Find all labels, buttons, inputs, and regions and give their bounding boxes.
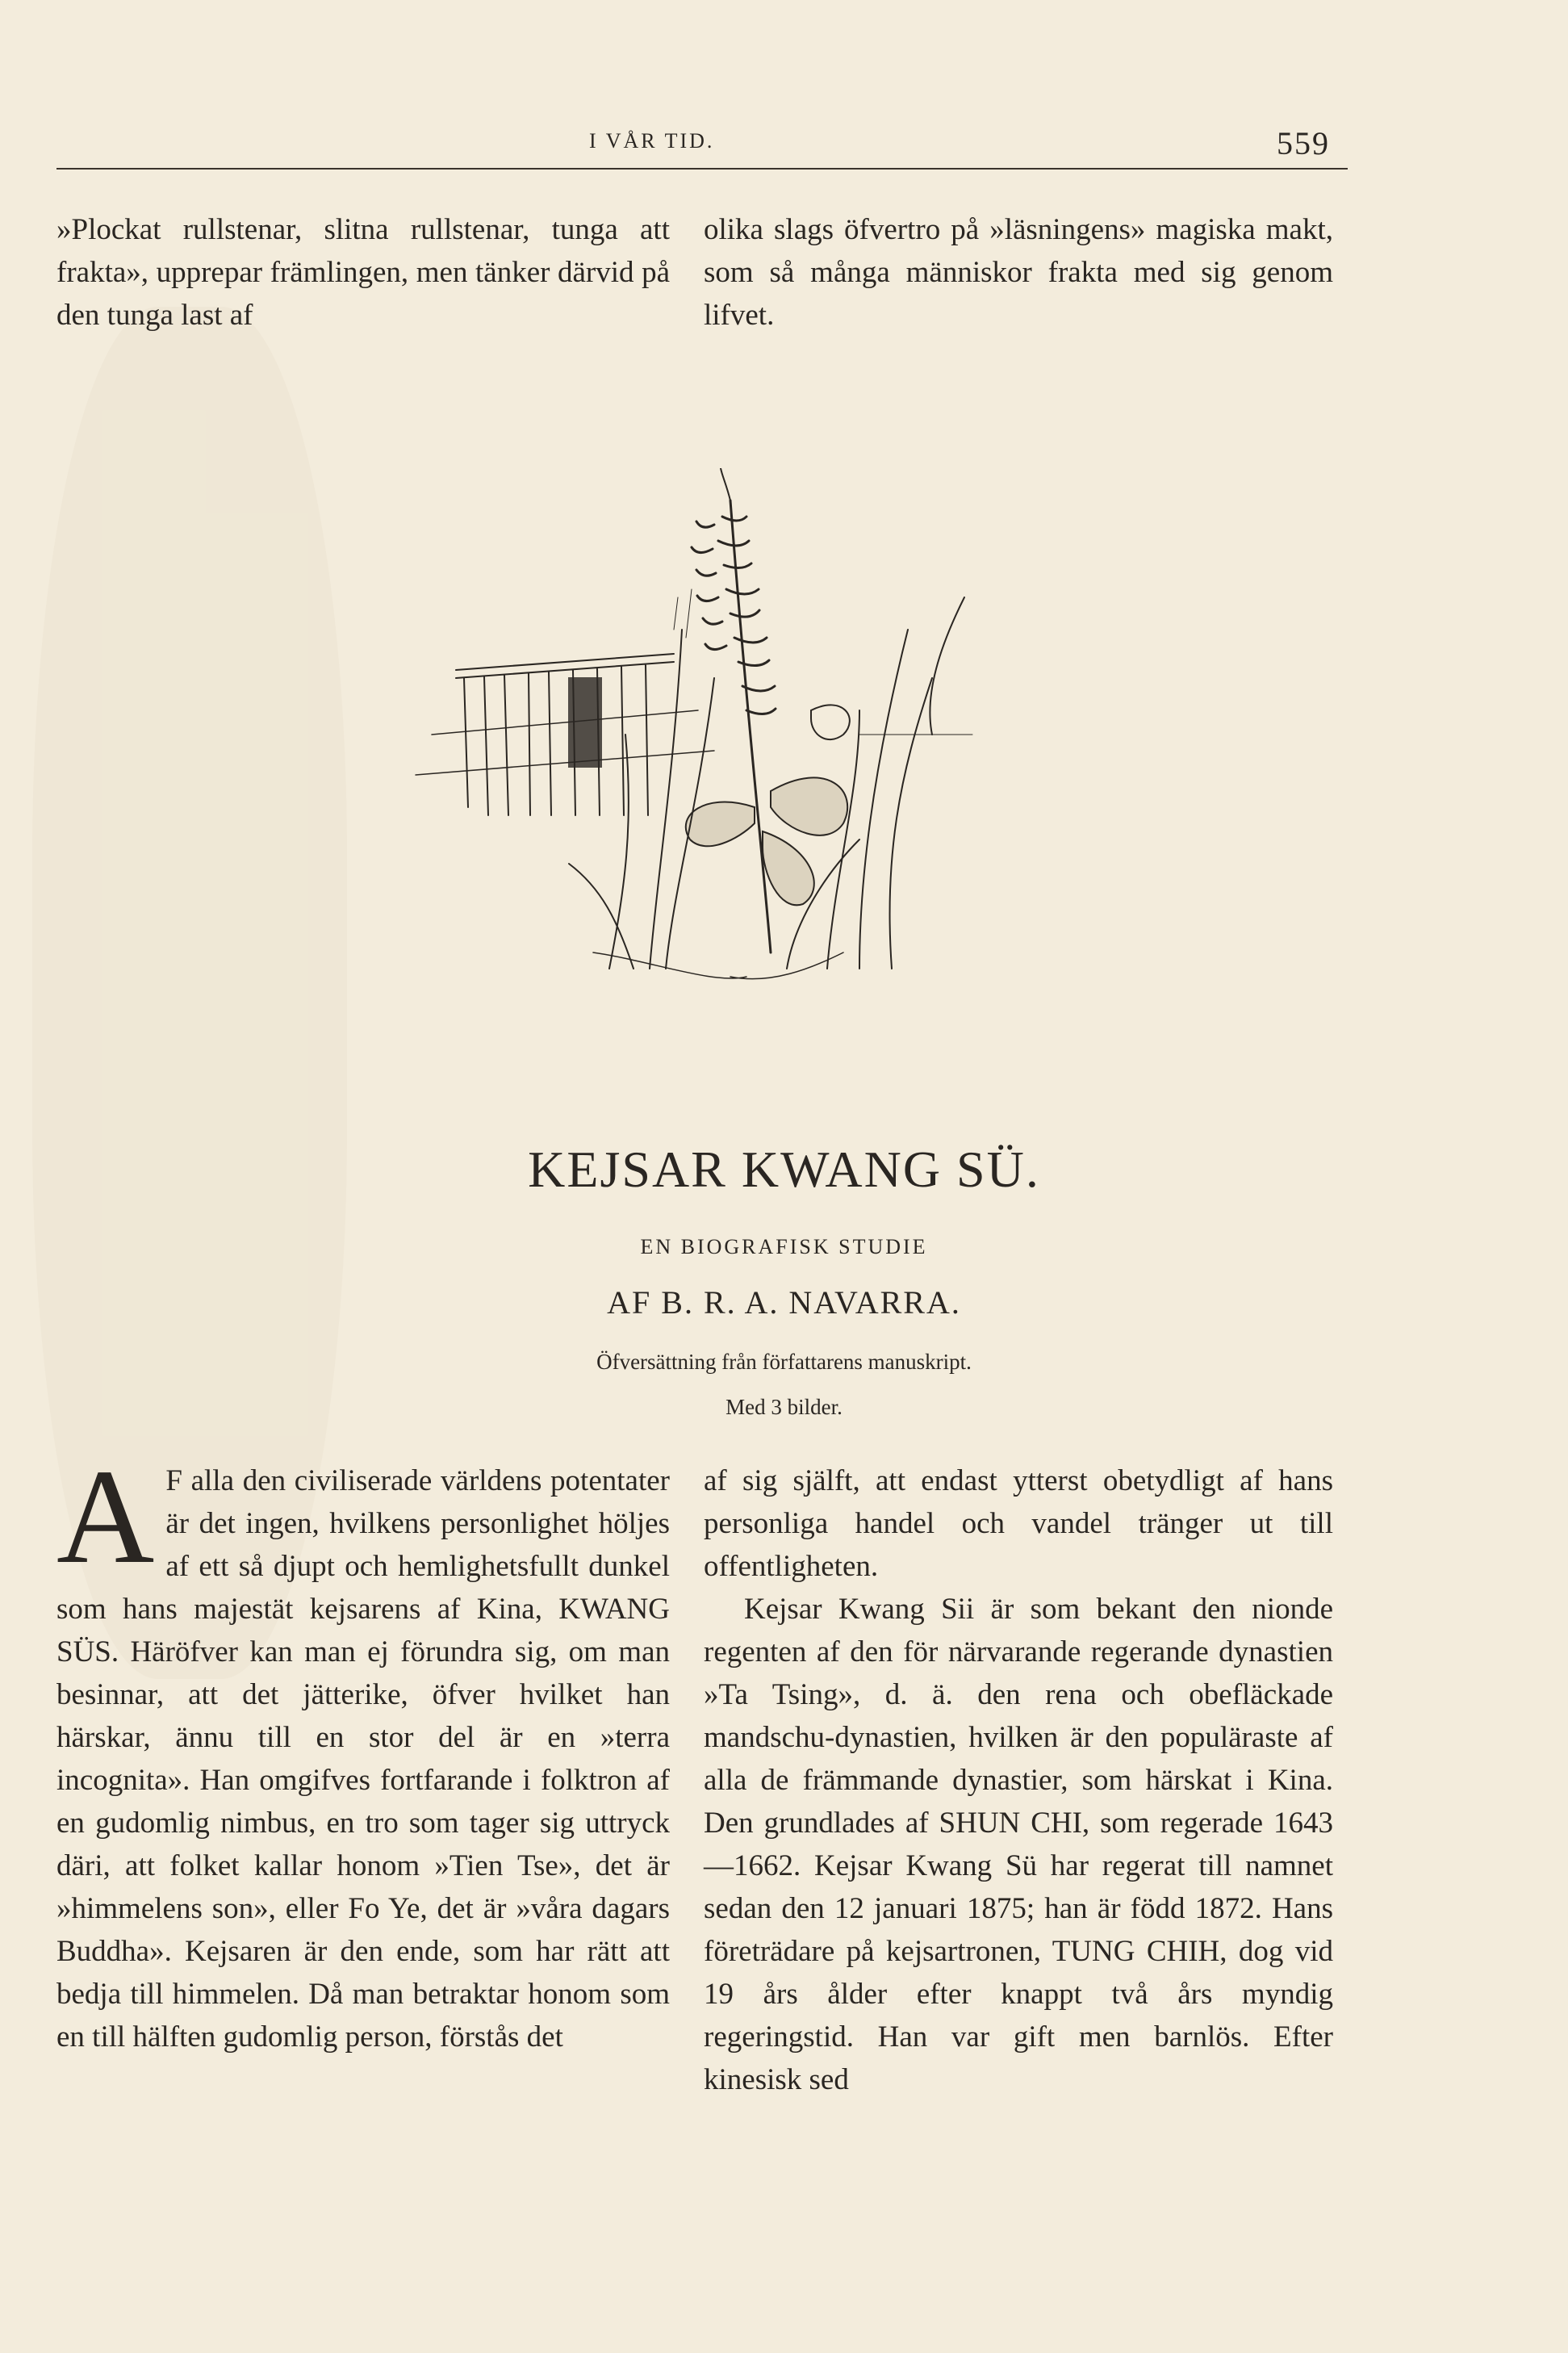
running-head: I VÅR TID.	[589, 129, 715, 153]
article-byline: AF B. R. A. NAVARRA.	[607, 1284, 961, 1321]
intro-left-column	[56, 208, 670, 337]
body-right-paragraph-1: af sig själft, att endast ytterst obetydligt af hans personliga handel och vandel tränger ut till offentligheten.	[704, 1464, 1333, 1583]
intro-right-text: olika slags öfvertro på »läsningens» magiska makt, som så många människor frakta med sig genom lifvet.	[704, 213, 1333, 332]
intro-left-text: »Plockat rullstenar, slitna rullstenar, tunga att frakta», upprepar främlingen, men tänker därvid på den tunga last af	[56, 213, 670, 332]
page-number: 559	[1277, 125, 1330, 161]
body-left-text: F alla den civiliserade världens potentater är det ingen, hvilkens personlighet höljes af ett så djupt och hemlighetsfullt dunkel som hans majestät kejsarens af Kina, KWANG SÜS. Häröfver kan man ej förundra sig, om man besinnar, att det jätterike, öfver hvilket han härskar, ännu till en stor del är en »terra incognita». Han omgifves fortfarande i folktron af en gudomlig nimbus, en tro som tager sig uttryck däri, att folket kallar honom »Tien Tse», det är »himmelens son», eller Fo Ye, det är »våra dagars Buddha». Kejsaren är den ende, som har rätt att bedja till himmelen. Då man betraktar honom som en till hälften gudomlig person, förstås det	[56, 1464, 670, 2054]
drop-cap: A	[56, 1442, 155, 1592]
translation-note: Öfversättning från författarens manuskript.	[596, 1350, 972, 1374]
images-note: Med 3 bilder.	[725, 1395, 843, 1419]
body-left-column	[56, 1442, 670, 2058]
article-title: KEJSAR KWANG SÜ.	[528, 1141, 1040, 1198]
header-rule	[56, 168, 1348, 170]
intro-right-column	[704, 208, 1333, 337]
page-header	[56, 125, 1348, 178]
plant-illustration	[408, 468, 989, 985]
body-left-paragraph	[56, 1442, 670, 2058]
body-right-column	[704, 1459, 1333, 2101]
body-right-paragraph-2: Kejsar Kwang Sii är som bekant den nionde regenten af den för närvarande regerande dynastien »Ta Tsing», d. ä. den rena och obefläckade mandschu-dynastien, hvilken är den populäraste af alla de främmande dynastier, som härskat i Kina. Den grundlades af SHUN CHI, som regerade 1643—1662. Kejsar Kwang Sü har regerat till namnet sedan den 12 januari 1875; han är född 1872. Hans företrädare på kejsartronen, TUNG CHIH, dog vid 19 års ålder efter knappt två års myndig regeringstid. Han var gift men barnlös. Efter kinesisk sed	[704, 1593, 1333, 2096]
article-subtitle: EN BIOGRAFISK STUDIE	[640, 1235, 928, 1258]
